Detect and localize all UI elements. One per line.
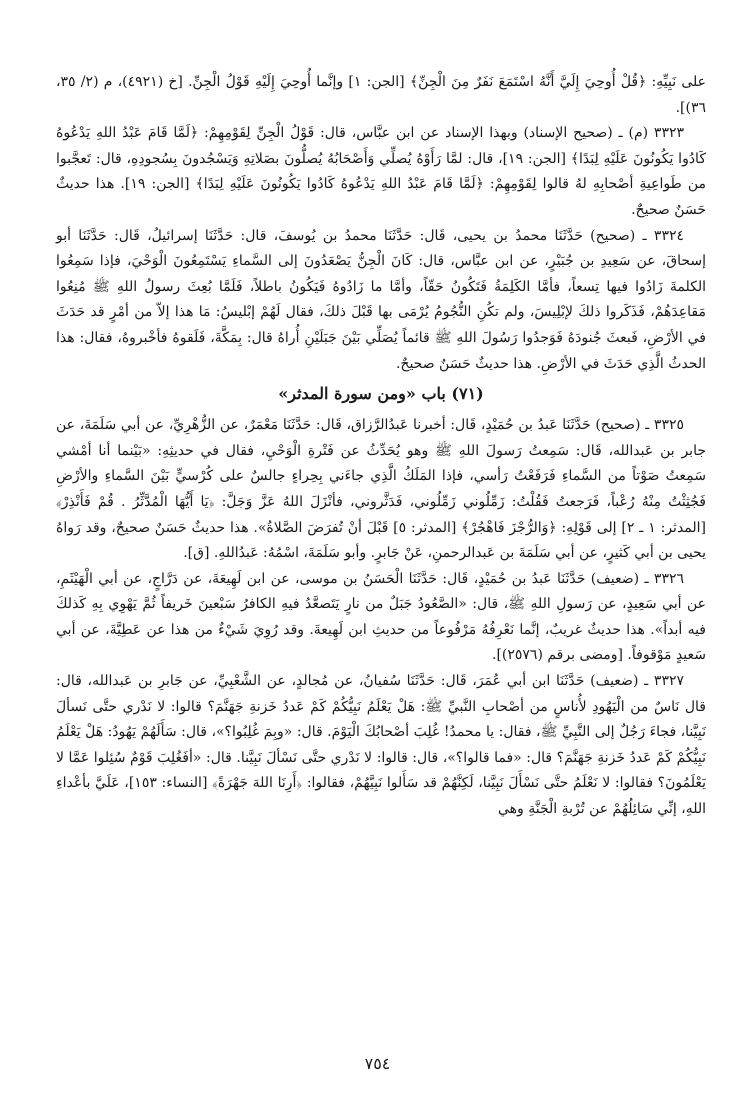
page-number: ٧٥٤ (364, 1054, 391, 1073)
hadith-3324: ٣٣٢٤ ـ (صحيح) حَدَّثَنَا محمدُ بن يحيى، قَال: حَدَّثَنَا محمدُ بن يُوسفَ، قال: حَدَّثَنَا إسرائيلُ، قَال: حَدَّثَنَا أبو إسحاقَ، عن سَعِيدِ بن جُبَيْرٍ، عن ابن عبَّاس، قال: كَانَ الْجِنُّ يَصْعَدُونَ إلى السَّماءِ يَسْتَمِعُونَ الْوَحْيَ، فإذا سَمِعُوا الكلمةَ زَادُوا فيها تِسعاً، فأمَّا الكَلِمَةُ فَتَكُونُ حَقّاً، وأمَّا ما زَادُوهُ فَيَكُونُ باطلاً، فَلَمَّا بُعِثَ رسولُ اللهِ ﷺ مُنِعُوا مَقاعِدَهُمْ، فَذَكَروا ذلكَ لإبْلِيسَ، ولم تكُنِ النُّجُومُ يُرْمَى بها قَبْلَ ذلكَ، فقال لَهُمْ إبْليسُ: مَا هذا إلاّ من أمْرٍ قد حَدَثَ في الأرْضِ، فَبعثَ جُنودَهُ فَوَجدُوا رَسُولَ اللهِ ﷺ قائماً يُصَلِّي بَيْنَ جَبَلَيْنِ أُراهُ قال: بِمَكَّةَ، فَلَقوهُ فأخْبروهُ، فقال: هذا الحدثُ الَّذِي حَدَثَ في الأرْضِ. هذا حديثٌ حَسَنٌ صحيحٌ. (56, 227, 706, 372)
hadith-3326: ٣٣٢٦ ـ (ضعيف) حَدَّثَنَا عَبدُ بن حُمَيْدٍ، قَال: حَدَّثَنَا الْحَسَنُ بن موسى، عن ابن لَهِيعَةَ، عن دَرَّاجٍ، عن أبي الْهَيْثَمِ، عن أبي سَعِيدٍ، عن رَسولِ اللهِ ﷺ، قال: «الصَّعُودُ جَبَلٌ من نارٍ يَتَصعَّدُ فيهِ الكافرُ سَبْعينَ خَريفاً ثُمَّ يَهْوِي بِهِ كَذلكَ فيه أبداً». هذا حديثٌ غريبٌ، إنَّما نَعْرِفُهُ مَرْفُوعاً من حديثِ ابن لَهِيعةَ. وقد رُوِيَ شَيْءٌ من هذا عن عَطِيَّةَ، عن أبي سَعيدٍ مَوْقوفاً. [ومضى برقم (٢٥٧٦)]. (56, 570, 706, 664)
hadith-3327: ٣٣٢٧ ـ (ضعيف) حَدَّثَنَا ابن أبي عُمَرَ، قَال: حَدَّثَنَا سُفيانُ، عن مُجالدٍ، عن الشَّعْبِيِّ، عن جَابرِ بن عَبدالله، قال: قال نَاسٌ من الْيَهُودِ لأُناسٍ من أصْحابِ النَّبيِّ ﷺ: هَلْ يَعْلَمُ نَبِيُّكُمْ كَمْ عَددُ خَزنةِ جَهَنَّمَ؟ قالوا: لا نَدْري حتَّى نَسألَ نَبِيَّنا، فجاءَ رَجُلٌ إلى النَّبِيِّ ﷺ، فقال: يا محمدُ! غُلِبَ أصْحابُكَ الْيَوْمَ. قال: «وبِمَ غُلِبُوا؟»، قال: سَأَلَهُمْ يَهُودُ: هَلْ يَعْلَمُ نَبِيُّكُمْ كَمْ عَددُ خَزنةِ جَهَنَّمَ؟ قال: «فما قالوا؟»، قال: قالوا: لا نَدْري حتَّى نَسْألَ نَبِيَّنا. قال: «أفَغُلِبَ قَوْمٌ سُئِلوا عَمَّا لا يَعْلَمُونَ؟ فقالوا: لا نَعْلَمُ حتَّى نَسْأَلَ نَبِيَّنا، لَكِنَّهُمْ قد سَأَلوا نَبِيَّهُمْ، فقالوا: ﴿أَرِنَا اللهَ جَهْرَةً﴾ [النساء: ١٥٣]، عَلَيَّ بأعْداءِ اللهِ، إنِّي سَائِلُهُمْ عن تُرْبةِ الْجَنَّةِ وهي (56, 673, 707, 818)
hadith-3325: ٣٣٢٥ ـ (صحيح) حَدَّثَنَا عَبدُ بن حُمَيْدٍ، قَال: أخبرنا عَبدُالرَّزاق، قَال: حَدَّثَنَا مَعْمَرٌ، عن الزُّهْرِيِّ، عن أبي سَلَمَةَ، عن جابر بن عَبدالله، قَال: سَمِعتُ رَسولَ اللهِ ﷺ وهو يُحَدِّثُ عن فَتْرةِ الْوَحْيِ، فقال في حديثِهِ: «بَيْنما أنا أمْشي سَمِعتُ صَوْتاً من السَّماءِ فَرَفَعْتُ رَأسي، فإذا المَلَكُ الَّذِي جاءَني بِحِراءٍ جالسٌ على كُرْسيٍّ بَيْنَ السَّماءِ والأرْضِ فَجُثِثْتُ مِنْهُ رُعْباً، فَرَجعتُ فَقُلْتُ: زَمِّلُوني زَمِّلُوني، فَدَثَّروني، فأنْزَلَ اللهُ عَزَّ وَجَلَّ: ﴿يَا أَيُّهَا الْمُدَّثِّرُ . قُمْ فَأَنْذِرْ﴾ [المدثر: ١ ـ ٢] إلى قَوْلِهِ: ﴿وَالرُّجْزَ فَاهْجُرْ﴾ [المدثر: ٥] قَبْلَ أنْ تُفرَضَ الصَّلاةُ». هذا حديثٌ حَسَنٌ صحيحٌ، وقد رَواهُ يحيى بن أبي كَثيرٍ، عن أبي سَلَمَةَ بن عَبدالرحمنِ، عَنْ جَابرٍ. وأبو سَلَمَةَ، اسْمُهُ: عَبدُاللهِ. [ق]. (56, 417, 706, 562)
page-body (56, 70, 706, 823)
chapter-heading: (٧١) باب «ومن سورة المدثر» (278, 384, 484, 404)
hadith-3323: ٣٣٢٣ (م) ـ (صحيح الإسناد) وبهذا الإسناد عن ابن عبَّاس، قال: قَوْلُ الْجِنِّ لِقَوْمِهِمْ: ﴿لَمَّا قَامَ عَبْدُ اللهِ يَدْعُوهُ كَادُوا يَكُونُونَ عَلَيْهِ لِبَدًا﴾ [الجن: ١٩]، قال: لمَّا رَأَوْهُ يُصلِّي وَأَصْحَابُهُ يُصلُّونَ بصَلاتِهِ وَيَسْجُدونَ بِسُجودِهِ، قال: تَعجَّبوا من طَواعِيةِ أصْحابِهِ لهُ قالوا لِقَوْمِهِمْ: ﴿لَمَّا قَامَ عَبْدُ اللهِ يَدْعُوهُ كَادُوا يَكُونُونَ عَلَيْهِ لِبَدًا﴾ [الجن: ١٩]. هذا حديثٌ حَسَنٌ صحيحٌ. (56, 125, 706, 218)
paragraph-intro: على نَبِيِّهِ: ﴿قُلْ أُوحِيَ إِلَيَّ أَنَّهُ اسْتَمَعَ نَفَرٌ مِنَ الْجِنِّ﴾ [الجن: ١] وإنَّما أُوحِيَ إِلَيْهِ قَوْلُ الْجِنِّ. [خ (٤٩٢١)، م (٢/ ٣٥، ٣٦)]. (56, 74, 706, 116)
